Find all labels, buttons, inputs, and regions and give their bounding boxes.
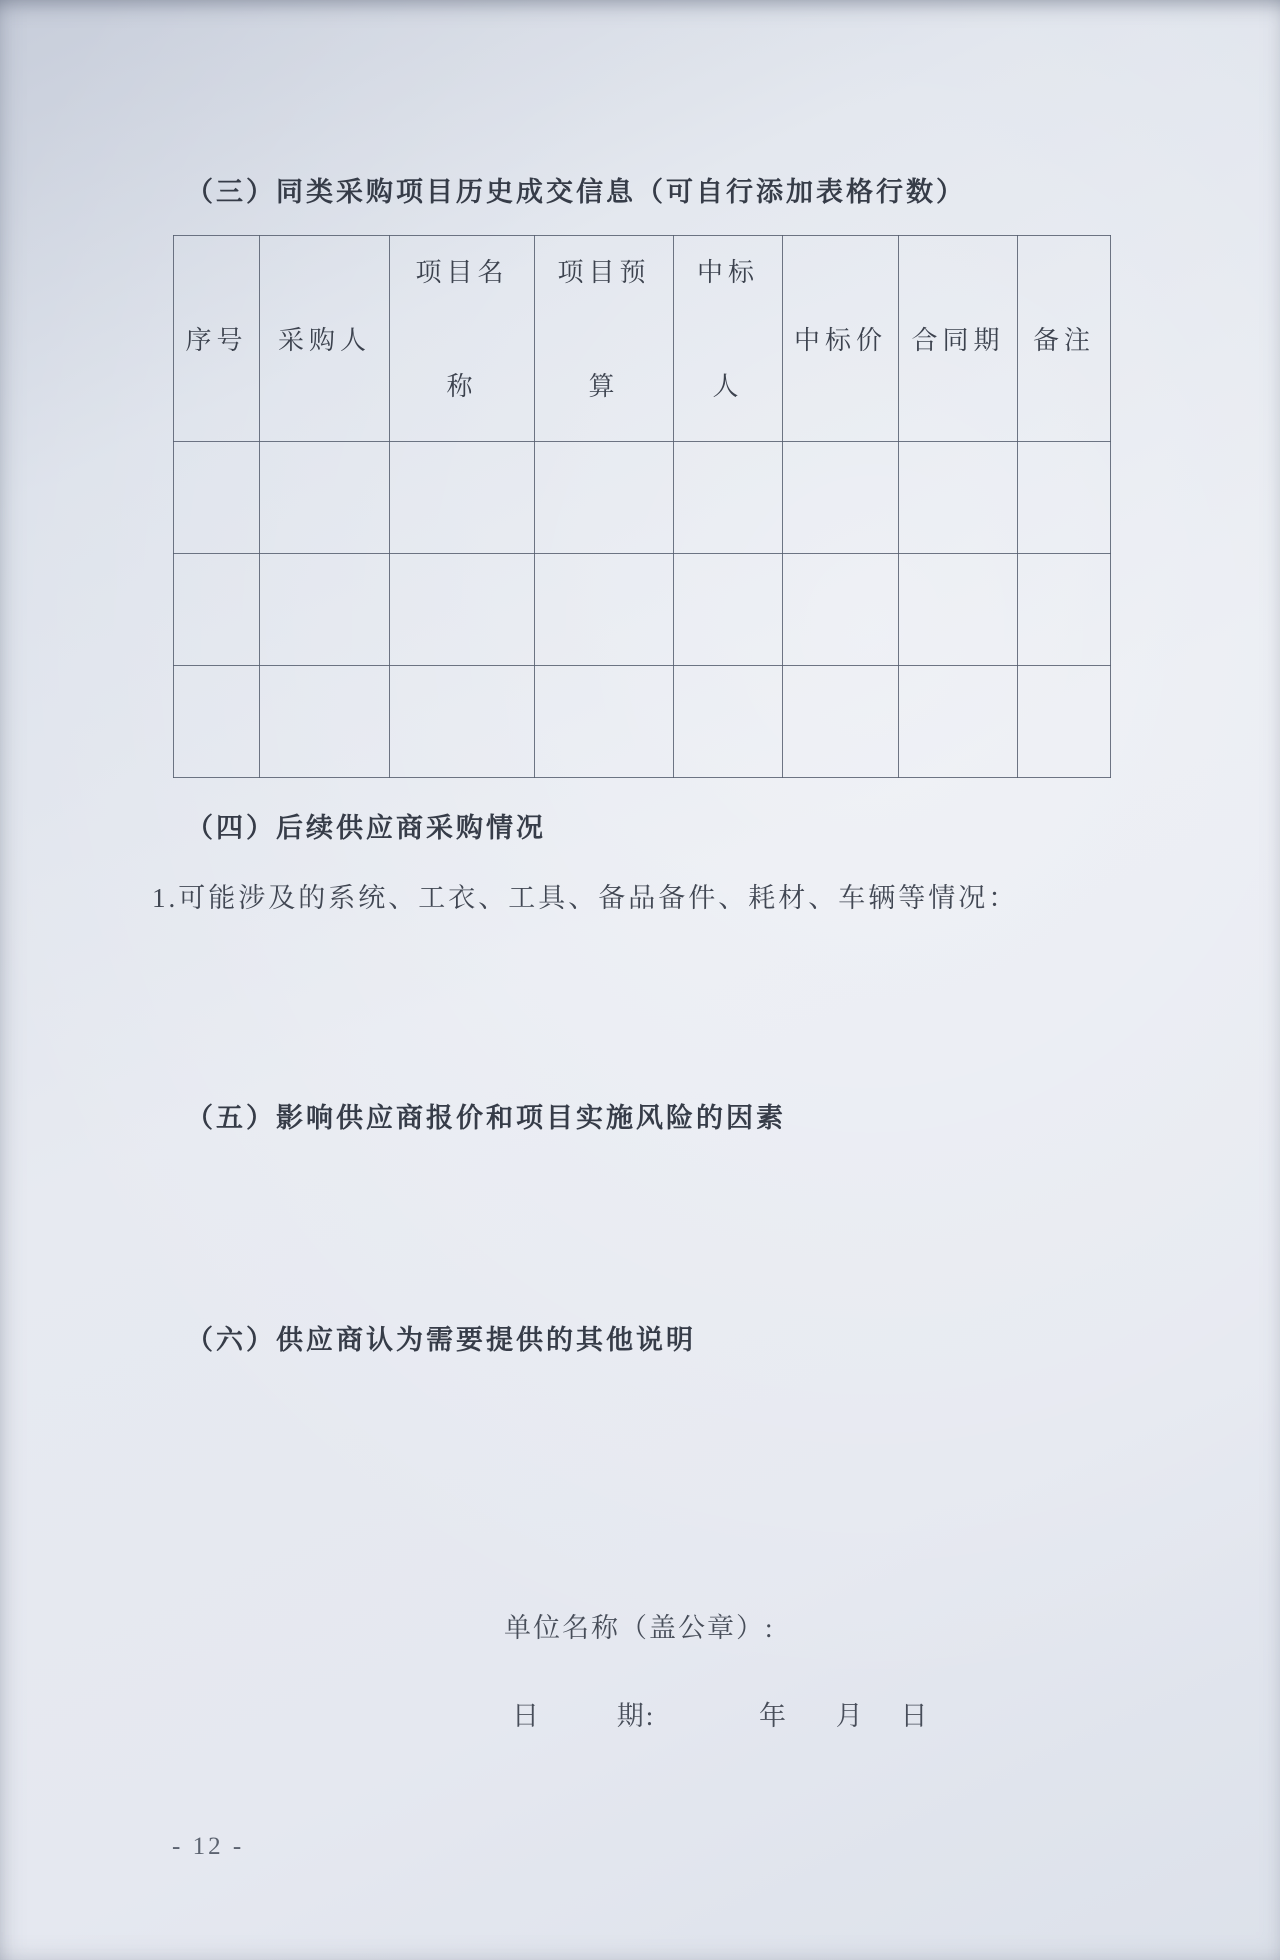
- section6-title: （六）供应商认为需要提供的其他说明: [186, 1325, 696, 1355]
- table-cell-empty: [535, 666, 674, 778]
- col-header-label-line2: 算: [588, 372, 620, 401]
- date-label-year: 年: [759, 1701, 789, 1731]
- col-header-serial-number: [174, 236, 260, 442]
- table-cell-empty: [390, 442, 535, 554]
- table-cell-empty: [260, 554, 390, 666]
- unit-name-label: 单位名称（盖公章）:: [504, 1613, 775, 1643]
- history-table-header: [174, 236, 1111, 442]
- table-cell-empty: [260, 666, 390, 778]
- table-cell-empty: [390, 666, 535, 778]
- section5-title: （五）影响供应商报价和项目实施风险的因素: [186, 1103, 786, 1133]
- table-row: [174, 666, 1111, 778]
- history-table: [173, 235, 1111, 778]
- col-header-label: 备注: [1032, 326, 1095, 355]
- col-header-winning-price: [783, 236, 899, 442]
- table-cell-empty: [899, 554, 1018, 666]
- table-cell-empty: [674, 442, 783, 554]
- col-header-project-budget: [535, 236, 674, 442]
- table-cell-empty: [674, 554, 783, 666]
- date-line: [512, 1694, 930, 1733]
- col-header-contract-period: [899, 236, 1018, 442]
- table-cell-empty: [1018, 442, 1111, 554]
- date-label-qi: 期:: [616, 1701, 656, 1731]
- table-cell-empty: [783, 442, 899, 554]
- section4-item1: 1.可能涉及的系统、工衣、工具、备品备件、耗材、车辆等情况：: [152, 883, 1019, 913]
- col-header-label: 序号: [185, 326, 248, 355]
- col-header-label: 合同期: [911, 326, 1005, 355]
- table-cell-empty: [174, 442, 260, 554]
- table-cell-empty: [174, 554, 260, 666]
- page-number: - 12 -: [172, 1833, 245, 1860]
- section4-title: （四）后续供应商采购情况: [186, 813, 546, 843]
- col-header-label: 中标价: [793, 326, 887, 355]
- table-cell-empty: [1018, 554, 1111, 666]
- table-cell-empty: [174, 666, 260, 778]
- table-cell-empty: [674, 666, 783, 778]
- table-cell-empty: [783, 666, 899, 778]
- col-header-label-line1: 项目名: [415, 258, 509, 287]
- table-row: [174, 442, 1111, 554]
- date-label-ri: 日: [512, 1701, 541, 1731]
- col-header-winning-bidder: [674, 236, 783, 442]
- history-table-body: [174, 442, 1111, 778]
- table-cell-empty: [535, 554, 674, 666]
- table-cell-empty: [390, 554, 535, 666]
- table-cell-empty: [535, 442, 674, 554]
- col-header-purchaser: [260, 236, 390, 442]
- date-label-day: 日: [900, 1701, 930, 1731]
- table-cell-empty: [260, 442, 390, 554]
- header-row: [174, 236, 1111, 442]
- col-header-label-line1: 中标: [696, 258, 759, 287]
- table-cell-empty: [1018, 666, 1111, 778]
- col-header-project-name: [390, 236, 535, 442]
- col-header-label-line2: 称: [446, 372, 478, 401]
- table-cell-empty: [899, 666, 1018, 778]
- col-header-remarks: [1018, 236, 1111, 442]
- col-header-label-line2: 人: [712, 372, 744, 401]
- col-header-label: 采购人: [277, 326, 371, 355]
- table-cell-empty: [783, 554, 899, 666]
- table-row: [174, 554, 1111, 666]
- col-header-label-line1: 项目预: [557, 258, 651, 287]
- date-label-month: 月: [835, 1701, 865, 1731]
- section3-title: （三）同类采购项目历史成交信息（可自行添加表格行数）: [186, 177, 966, 207]
- table-cell-empty: [899, 442, 1018, 554]
